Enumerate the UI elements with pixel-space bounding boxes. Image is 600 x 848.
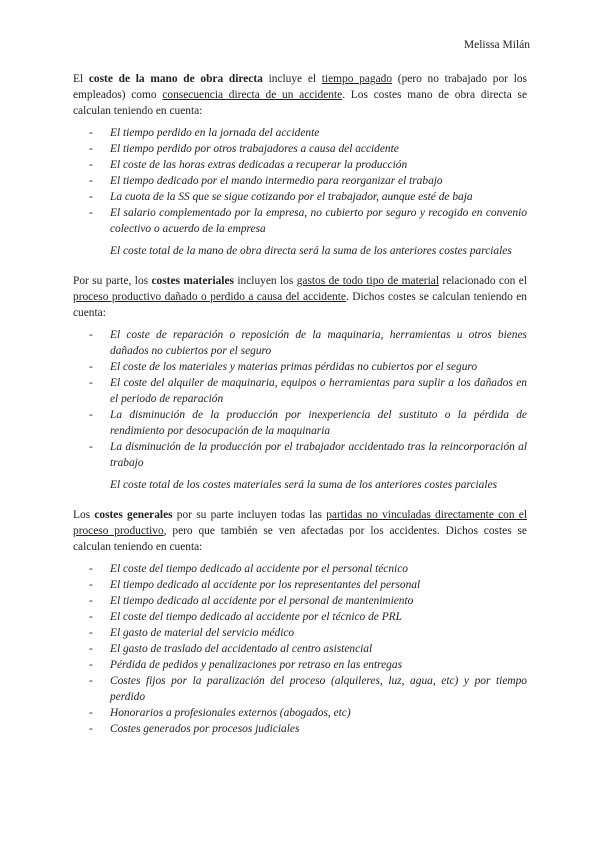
materiales-underline-1: gastos de todo tipo de material (296, 275, 439, 287)
list-item: - El tiempo perdido por otros trabajadores a causa del accidente (73, 141, 527, 157)
list-item: - El coste de reparación o reposición de la maquinaria, herramientas u otros bienes dañados no cubiertos por el seguro (73, 327, 527, 359)
materiales-total: El coste total de los costes materiales será la suma de los anteriores costes parciales (110, 479, 498, 491)
list-item: - El gasto de traslado del accidentado al centro asistencial (73, 641, 527, 657)
list-item: - El coste de las horas extras dedicadas a recuperar la producción (73, 157, 527, 173)
section-generales (73, 507, 527, 737)
list-item: - Pérdida de pedidos y penalizaciones por retraso en las entregas (73, 657, 527, 673)
materiales-underline-2: proceso productivo dañado o perdido a causa del accidente (73, 291, 346, 303)
mano-obra-list (73, 125, 527, 237)
list-item: - La disminución de la producción por inexperiencia del sustituto o la pérdida de rendimiento por desocupación de la maquinaria (73, 407, 527, 439)
list-item: - El coste del tiempo dedicado al accidente por el técnico de PRL (73, 609, 527, 625)
list-item: - La disminución de la producción por el trabajador accidentado tras la reincorporación al trabajo (73, 439, 527, 471)
materiales-list (73, 327, 527, 471)
generales-underline-1: partidas no vinculadas directamente con el proceso productivo (73, 509, 528, 537)
materiales-term: costes materiales (151, 275, 234, 287)
list-item: - El coste de los materiales y materias primas pérdidas no cubiertos por el seguro (73, 359, 527, 375)
generales-list (73, 561, 527, 737)
list-item: - El tiempo perdido en la jornada del accidente (73, 125, 527, 141)
list-item: - El coste del tiempo dedicado al accidente por el personal técnico (73, 561, 527, 577)
generales-intro: Los costes generales por su parte incluyen todas las partidas no vinculadas directamente con el proceso productivo, pero que también se ven afectadas por los accidentes. Dichos costes se calculan teniendo en cuenta: (73, 509, 528, 553)
generales-term: costes generales (94, 509, 173, 521)
list-item: - El tiempo dedicado al accidente por el personal de mantenimiento (73, 593, 527, 609)
section-mano-de-obra (73, 71, 527, 259)
list-item: - Costes generados por procesos judiciales (73, 721, 527, 737)
mano-obra-intro: El coste de la mano de obra directa incluye el tiempo pagado (pero no trabajado por los empleados) como consecuencia directa de un accidente. Los costes mano de obra directa se calculan teniendo en cuenta: (73, 73, 527, 117)
mano-obra-underline-1: tiempo pagado (321, 73, 393, 85)
list-item: - El gasto de material del servicio médico (73, 625, 527, 641)
author-name: Melissa Milán (463, 39, 530, 51)
mano-obra-total: El coste total de la mano de obra directa será la suma de los anteriores costes parciales (110, 245, 512, 257)
list-item: - El coste del alquiler de maquinaria, equipos o herramientas para suplir a los dañados en el periodo de reparación (73, 375, 527, 407)
document-body (73, 71, 527, 737)
materiales-intro: Por su parte, los costes materiales incluyen los gastos de todo tipo de material relacionado con el proceso productivo dañado o perdido a causa del accidente. Dichos costes se calculan teniendo en cuenta: (73, 275, 528, 319)
list-item: - El tiempo dedicado al accidente por los representantes del personal (73, 577, 527, 593)
list-item: - El salario complementado por la empresa, no cubierto por seguro y recogido en convenio colectivo o acuerdo de la empresa (73, 205, 527, 237)
list-item: - La cuota de la SS que se sigue cotizando por el trabajador, aunque esté de baja (73, 189, 527, 205)
mano-obra-term: coste de la mano de obra directa (88, 73, 263, 85)
list-item: - El tiempo dedicado por el mando intermedio para reorganizar el trabajo (73, 173, 527, 189)
section-materiales (73, 273, 527, 493)
list-item: - Honorarios a profesionales externos (abogados, etc) (73, 705, 527, 721)
list-item: - Costes fijos por la paralización del proceso (alquileres, luz, agua, etc) y por tiempo perdido (73, 673, 527, 705)
mano-obra-underline-2: consecuencia directa de un accidente (162, 89, 343, 101)
